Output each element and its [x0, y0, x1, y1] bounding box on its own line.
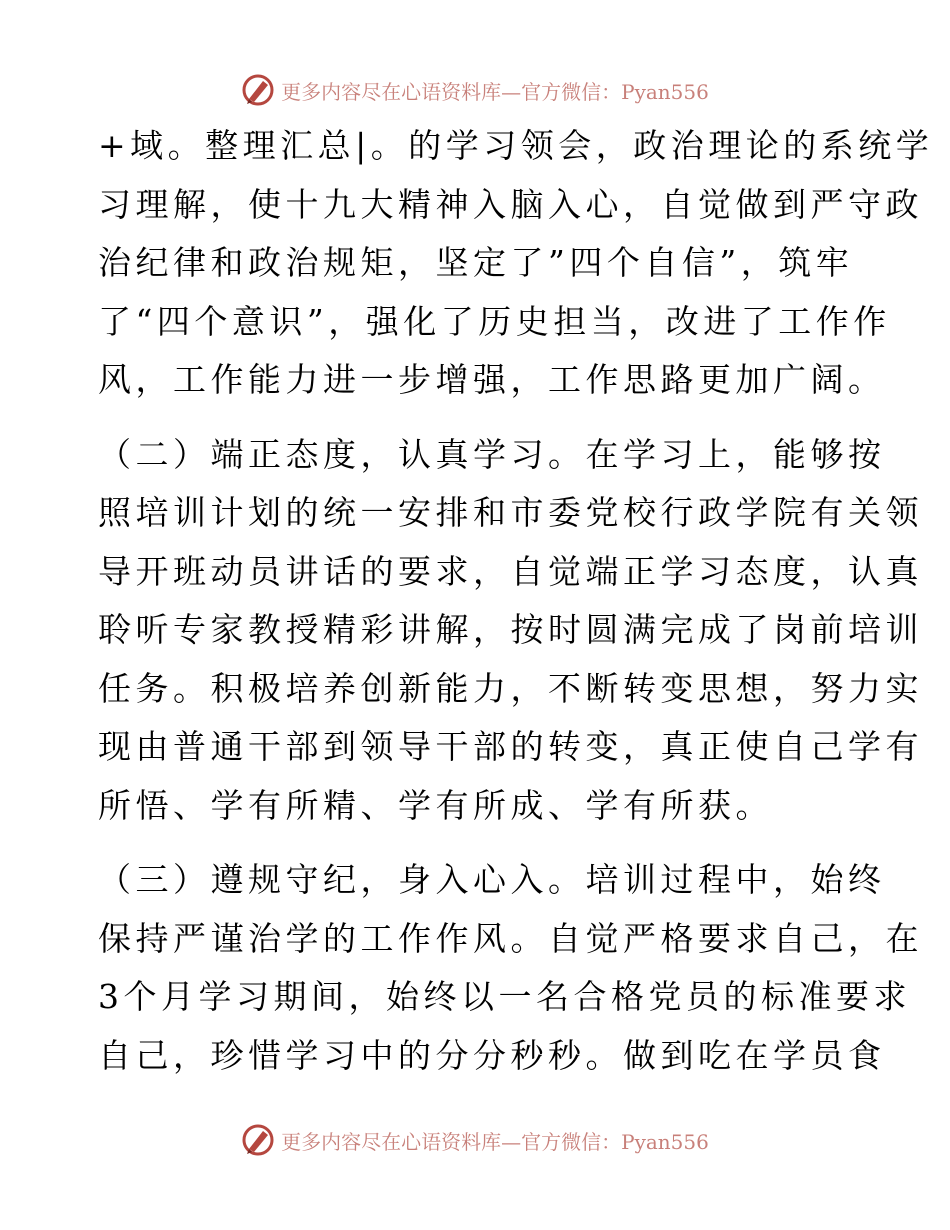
footer-banner-inner	[241, 1123, 709, 1157]
text-line: 习理解，使十九大精神入脑入心，自觉做到严守政	[98, 184, 923, 224]
text-line: 现由普通干部到领导干部的转变，真正使自己学有	[98, 727, 923, 766]
document-body	[98, 117, 934, 1085]
paragraph-1	[98, 117, 934, 410]
footer-banner	[0, 1120, 950, 1160]
text-line: 聆听专家教授精彩讲解，按时圆满完成了岗前培训	[98, 610, 923, 649]
header-banner	[0, 70, 950, 110]
text-line: （三）遵规守纪，身入心入。培训过程中，始终	[98, 860, 886, 899]
text-line: 了“四个意识”，强化了历史担当，改进了工作作	[98, 301, 891, 341]
paragraph-3	[98, 851, 923, 1085]
text-line: 任务。积极培养创新能力，不断转变思想，努力实	[98, 668, 923, 708]
text-line: 3个月学习期间，始终以一名合格党员的标准要求	[98, 977, 911, 1016]
text-line: （二）端正态度，认真学习。在学习上，能够按	[98, 434, 886, 474]
text-line: 导开班动员讲话的要求，自觉端正学习态度，认真	[98, 551, 923, 591]
pen-circle-logo-icon	[241, 1123, 275, 1157]
paragraph-gap	[98, 835, 858, 851]
text-line: 照培训计划的统一安排和市委党校行政学院有关领	[98, 493, 923, 532]
text-line: 保持严谨治学的工作作风。自觉严格要求自己，在	[98, 918, 923, 958]
footer-banner-text: 更多内容尽在心语资料库—官方微信：Pyan556	[281, 1129, 709, 1154]
header-banner-text: 更多内容尽在心语资料库—官方微信：Pyan556	[281, 79, 709, 104]
paragraph-gap	[98, 410, 858, 426]
text-line: +域。整理汇总|。的学习领会，政治理论的系统学	[98, 126, 934, 165]
text-line: 自己，珍惜学习中的分分秒秒。做到吃在学员食	[98, 1035, 886, 1075]
text-line: 治纪律和政治规矩，坚定了”四个自信”，筑牢	[98, 243, 854, 282]
pen-circle-logo-icon	[241, 73, 275, 107]
header-banner-inner	[241, 73, 709, 107]
text-line: 所悟、学有所精、学有所成、学有所获。	[98, 785, 773, 825]
text-line: 风，工作能力进一步增强，工作思路更加广阔。	[98, 360, 886, 399]
paragraph-2	[98, 426, 923, 836]
